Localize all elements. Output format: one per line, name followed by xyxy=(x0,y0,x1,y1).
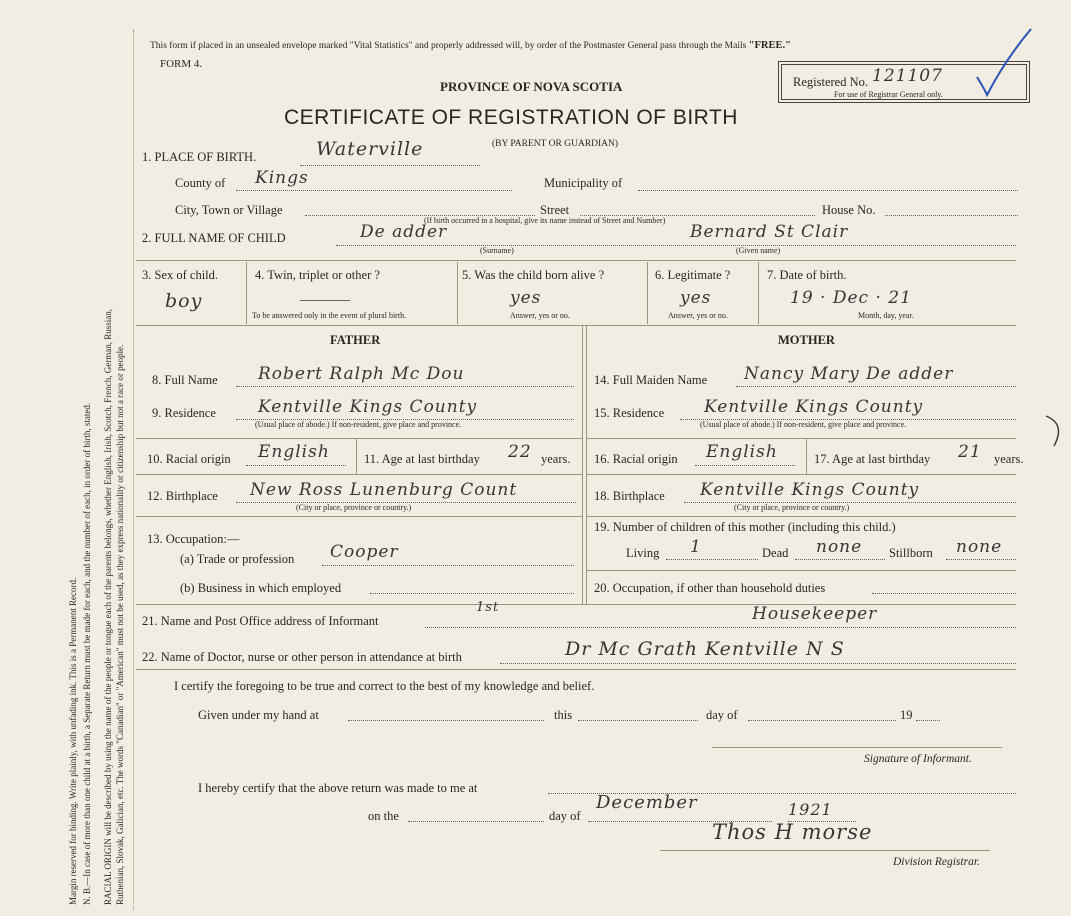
informant-label: 21. Name and Post Office address of Informant xyxy=(142,614,379,628)
alive-label: 5. Was the child born alive ? xyxy=(462,268,605,282)
municipality-label: Municipality of xyxy=(544,176,623,190)
on-the-label: on the xyxy=(368,809,399,823)
father-residence-label: 9. Residence xyxy=(152,406,216,420)
father-birthplace-note: (City or place, province or country.) xyxy=(296,503,412,512)
registered-number: 121107 xyxy=(872,66,943,86)
dead-label: Dead xyxy=(762,546,789,560)
year-19-label: 19 xyxy=(900,708,913,722)
father-age-label: 11. Age at last birthday xyxy=(364,452,480,466)
this-label: this xyxy=(554,708,573,722)
mother-residence-note: (Usual place of abode.) If non-resident, give place and province. xyxy=(700,420,907,429)
check-mark-icon xyxy=(975,25,1035,100)
father-name: Robert Ralph Mc Dou xyxy=(258,364,465,384)
margin-note-binding: Margin reserved for binding. Write plainly, with unfading ink. This is a Permanent Record. xyxy=(68,577,78,905)
city-label: City, Town or Village xyxy=(175,203,283,217)
registration-year: 1921 xyxy=(788,800,833,819)
mother-birthplace: Kentville Kings County xyxy=(700,480,920,500)
legitimate-value: yes xyxy=(680,288,712,308)
division-registrar-label: Division Registrar. xyxy=(893,856,980,868)
house-label: House No. xyxy=(822,203,876,217)
sex-label: 3. Sex of child. xyxy=(142,268,219,282)
twin-note: To be answered only in the event of plural birth. xyxy=(252,311,407,320)
child-surname: De adder xyxy=(360,222,448,242)
street-label: Street xyxy=(540,203,570,217)
father-race-label: 10. Racial origin xyxy=(147,452,231,466)
day-of-label-2: day of xyxy=(549,809,581,823)
living-label: Living xyxy=(626,546,660,560)
living-value: 1 xyxy=(690,537,702,557)
trade-value: Cooper xyxy=(330,542,399,562)
father-residence: Kentville Kings County xyxy=(258,397,478,417)
given-under-label: Given under my hand at xyxy=(198,708,319,722)
registered-label: Registered No. xyxy=(793,75,868,89)
mother-age: 21 xyxy=(958,442,982,462)
mother-years: years. xyxy=(994,452,1024,466)
mother-age-label: 17. Age at last birthday xyxy=(814,452,931,466)
twin-label: 4. Twin, triplet or other ? xyxy=(255,268,380,282)
doctor-label: 22. Name of Doctor, nurse or other person in attendance at birth xyxy=(142,650,462,664)
mother-occupation: Housekeeper xyxy=(752,604,878,624)
day-of-label: day of xyxy=(706,708,738,722)
margin-note-multiple-births: N. B.—In case of more than one child at a birth, a Separate Return must be made for each, and the number of each, in order of birth, stated. xyxy=(82,402,92,905)
place-of-birth-value: Waterville xyxy=(316,138,424,160)
father-name-label: 8. Full Name xyxy=(152,373,218,387)
father-age: 22 xyxy=(508,442,532,462)
registrar-note: For use of Registrar General only. xyxy=(834,90,943,99)
child-name-label: 2. FULL NAME OF CHILD xyxy=(142,231,286,245)
mother-birthplace-note: (City or place, province or country.) xyxy=(734,503,850,512)
informant-signature-label: Signature of Informant. xyxy=(864,753,972,765)
father-heading: FATHER xyxy=(330,333,381,347)
child-given-name: Bernard St Clair xyxy=(690,222,849,242)
county-value: Kings xyxy=(255,168,309,188)
province-heading: PROVINCE OF NOVA SCOTIA xyxy=(440,79,623,94)
father-birthplace-label: 12. Birthplace xyxy=(147,489,218,503)
father-race: English xyxy=(258,442,330,462)
dob-value: 19 · Dec · 21 xyxy=(790,288,912,308)
father-birthplace: New Ross Lunenburg Count xyxy=(250,480,518,500)
dob-note: Month, day, year. xyxy=(858,311,914,320)
informant-mark: 1st xyxy=(476,600,500,615)
dob-label: 7. Date of birth. xyxy=(767,268,847,282)
children-count-label: 19. Number of children of this mother (including this child.) xyxy=(594,520,896,534)
mother-birthplace-label: 18. Birthplace xyxy=(594,489,665,503)
registrar-signature: Thos H morse xyxy=(712,820,873,844)
mother-race: English xyxy=(706,442,778,462)
trade-label: (a) Trade or profession xyxy=(180,552,295,566)
alive-note: Answer, yes or no. xyxy=(510,311,570,320)
margin-note-racial-origin: RACIAL ORIGIN will be described by using the name of the people or tongue each of the parents belongs, whether English, Irish, Scotch, French, German, Russian, xyxy=(103,308,113,905)
mail-notice: This form if placed in an unsealed envelope marked "Vital Statistics" and properly addressed will, by order of the Postmaster General pass through the Mails "FREE." xyxy=(150,40,791,51)
certify-statement: I certify the foregoing to be true and correct to the best of my knowledge and belief. xyxy=(174,679,595,693)
page-subtitle: (BY PARENT OR GUARDIAN) xyxy=(492,139,619,149)
mother-race-label: 16. Racial origin xyxy=(594,452,678,466)
dead-value: none xyxy=(816,537,863,557)
given-name-caption: (Given name) xyxy=(736,246,781,255)
legitimate-label: 6. Legitimate ? xyxy=(655,268,731,282)
pen-stroke-icon xyxy=(1040,410,1070,450)
surname-caption: (Surname) xyxy=(480,246,514,255)
registration-month: December xyxy=(596,792,698,813)
place-of-birth-label: 1. PLACE OF BIRTH. xyxy=(142,150,257,164)
margin-note-racial-origin-2: Ruthenian, Slovak, Galician, etc. The words "Canadian" or "American" must not be used, as they express nationality or citizenship but not a race or people. xyxy=(115,344,125,905)
father-occupation-label: 13. Occupation:— xyxy=(147,532,240,546)
form-number: FORM 4. xyxy=(160,58,203,70)
business-label: (b) Business in which employed xyxy=(180,581,342,595)
father-residence-note: (Usual place of abode.) If non-resident, give place and province. xyxy=(255,420,462,429)
hospital-note: (If birth occurred in a hospital, give its name instead of Street and Number) xyxy=(424,216,666,225)
place-line xyxy=(300,165,480,166)
legitimate-note: Answer, yes or no. xyxy=(668,311,728,320)
alive-value: yes xyxy=(510,288,542,308)
mother-residence-label: 15. Residence xyxy=(594,406,665,420)
mother-name: Nancy Mary De adder xyxy=(744,364,954,384)
doctor-value: Dr Mc Grath Kentville N S xyxy=(565,638,845,660)
mother-occupation-label: 20. Occupation, if other than household duties xyxy=(594,581,826,595)
mother-name-label: 14. Full Maiden Name xyxy=(594,373,708,387)
mother-heading: MOTHER xyxy=(778,333,835,347)
father-years: years. xyxy=(541,452,571,466)
county-label: County of xyxy=(175,176,226,190)
sex-value: boy xyxy=(165,290,203,312)
margin-divider xyxy=(133,30,134,910)
hereby-certify-label: I hereby certify that the above return was made to me at xyxy=(198,781,478,795)
page-title: CERTIFICATE OF REGISTRATION OF BIRTH xyxy=(284,106,738,129)
stillborn-value: none xyxy=(956,537,1003,557)
stillborn-label: Stillborn xyxy=(889,546,933,560)
mother-residence: Kentville Kings County xyxy=(704,397,924,417)
